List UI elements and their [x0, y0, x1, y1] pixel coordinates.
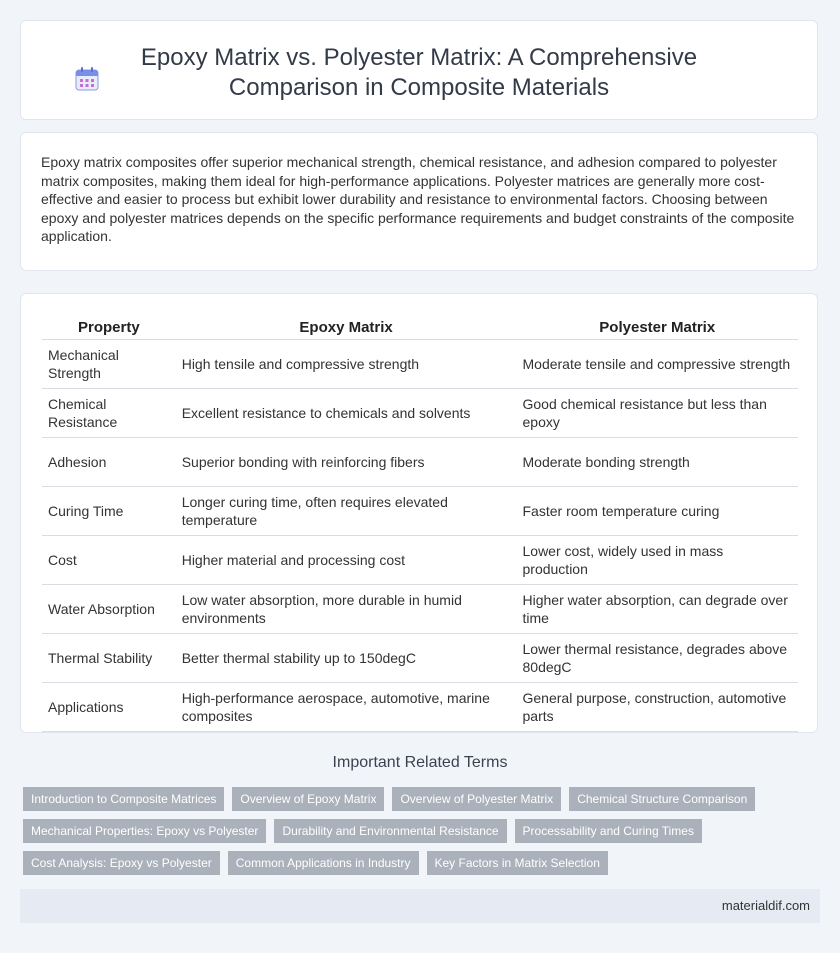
table-row — [42, 438, 798, 487]
table-header-row — [42, 314, 798, 340]
table-row — [42, 340, 798, 389]
property-cell: Mechanical Strength — [42, 340, 176, 389]
related-term-tag[interactable]: Mechanical Properties: Epoxy vs Polyester — [23, 819, 266, 843]
polyester-cell: Higher water absorption, can degrade over time — [517, 585, 799, 634]
page-title: Epoxy Matrix vs. Polyester Matrix: A Comprehensive Comparison in Composite Materials — [140, 44, 698, 101]
property-cell: Water Absorption — [42, 585, 176, 634]
table-row — [42, 389, 798, 438]
table-row — [42, 683, 798, 732]
property-cell: Thermal Stability — [42, 634, 176, 683]
related-terms-heading: Important Related Terms — [332, 754, 508, 771]
footer-site-link[interactable]: materialdif.com — [721, 898, 810, 913]
epoxy-cell: Superior bonding with reinforcing fibers — [176, 438, 517, 487]
property-cell: Cost — [42, 536, 176, 585]
related-term-tag[interactable]: Common Applications in Industry — [228, 851, 419, 875]
related-terms-row — [23, 851, 608, 875]
property-cell: Adhesion — [42, 438, 176, 487]
related-term-tag[interactable]: Introduction to Composite Matrices — [23, 787, 224, 811]
related-term-tag[interactable]: Cost Analysis: Epoxy vs Polyester — [23, 851, 220, 875]
table-row — [42, 487, 798, 536]
epoxy-cell: Better thermal stability up to 150degC — [176, 634, 517, 683]
epoxy-cell: Higher material and processing cost — [176, 536, 517, 585]
footer — [20, 889, 820, 923]
polyester-cell: Moderate bonding strength — [517, 438, 799, 487]
related-term-tag[interactable]: Key Factors in Matrix Selection — [427, 851, 608, 875]
epoxy-cell: High tensile and compressive strength — [176, 340, 517, 389]
related-term-tag[interactable]: Chemical Structure Comparison — [569, 787, 755, 811]
header-card — [20, 20, 818, 120]
polyester-cell: Lower thermal resistance, degrades above 80degC — [517, 634, 799, 683]
polyester-cell: Lower cost, widely used in mass production — [517, 536, 799, 585]
related-terms-row — [23, 787, 755, 811]
polyester-cell: Good chemical resistance but less than epoxy — [517, 389, 799, 438]
comparison-table — [42, 314, 798, 732]
polyester-cell: Moderate tensile and compressive strength — [517, 340, 799, 389]
epoxy-cell: Longer curing time, often requires elevated temperature — [176, 487, 517, 536]
property-cell: Applications — [42, 683, 176, 732]
property-cell: Curing Time — [42, 487, 176, 536]
table-row — [42, 585, 798, 634]
related-term-tag[interactable]: Overview of Polyester Matrix — [392, 787, 561, 811]
related-term-tag[interactable]: Processability and Curing Times — [515, 819, 702, 843]
intro-paragraph: Epoxy matrix composites offer superior mechanical strength, chemical resistance, and adhesion compared to polyester matrix composites, making them ideal for high-performance applications. Polyester matrices are generally more cost-effective and easier to process but exhibit lower durability and resistance to environmental factors. Choosing between epoxy and polyester matrices depends on the specific performance requirements and budget constraints of the composite application. — [41, 154, 795, 244]
related-term-tag[interactable]: Overview of Epoxy Matrix — [232, 787, 384, 811]
polyester-cell: General purpose, construction, automotive parts — [517, 683, 799, 732]
epoxy-cell: High-performance aerospace, automotive, marine composites — [176, 683, 517, 732]
column-header-epoxy: Epoxy Matrix — [176, 314, 517, 340]
column-header-property: Property — [42, 314, 176, 340]
intro-card — [20, 132, 818, 271]
table-row — [42, 634, 798, 683]
epoxy-cell: Low water absorption, more durable in humid environments — [176, 585, 517, 634]
related-terms-row — [23, 819, 702, 843]
comparison-table-card — [20, 293, 818, 733]
epoxy-cell: Excellent resistance to chemicals and solvents — [176, 389, 517, 438]
polyester-cell: Faster room temperature curing — [517, 487, 799, 536]
related-term-tag[interactable]: Durability and Environmental Resistance — [274, 819, 506, 843]
property-cell: Chemical Resistance — [42, 389, 176, 438]
column-header-polyester: Polyester Matrix — [517, 314, 799, 340]
table-row — [42, 536, 798, 585]
